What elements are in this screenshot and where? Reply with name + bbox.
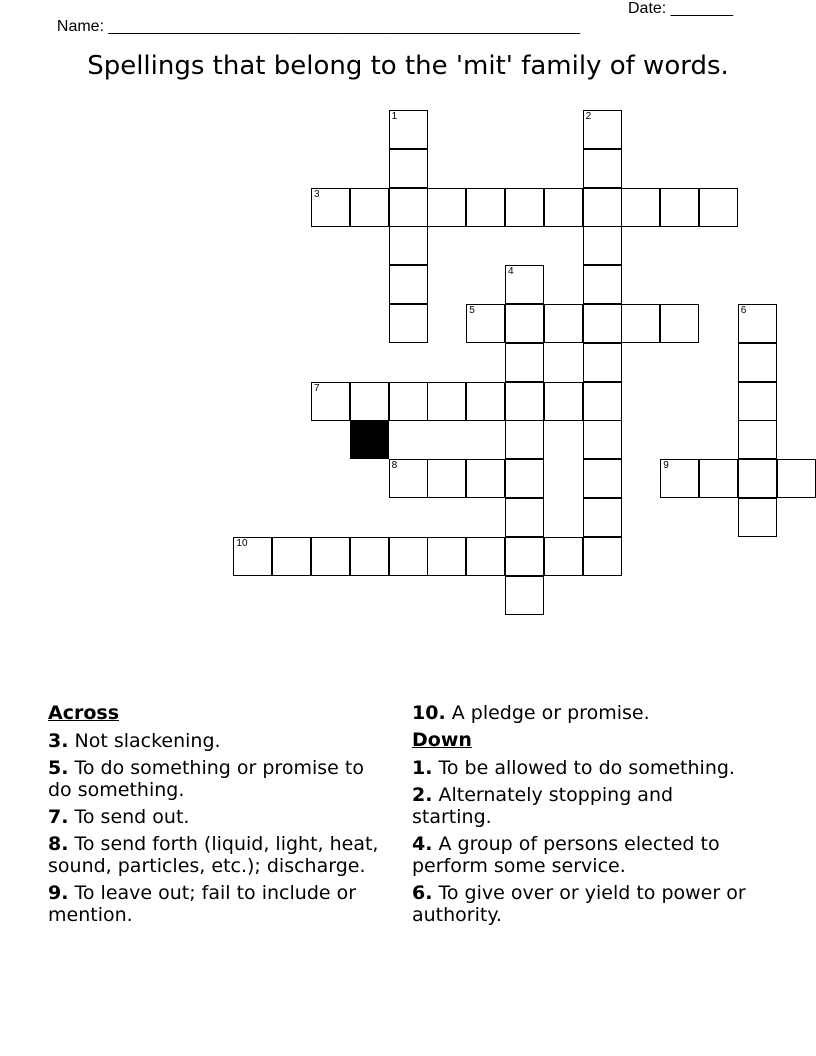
crossword-cell[interactable] — [583, 188, 622, 227]
crossword-cell[interactable] — [505, 188, 544, 227]
clue-text: To do something or promise to do something. — [48, 757, 364, 801]
crossword-cell[interactable] — [583, 149, 622, 188]
crossword-cell[interactable] — [738, 498, 777, 537]
crossword-cell[interactable] — [505, 304, 544, 343]
cell-number: 4 — [508, 266, 514, 278]
clue-text: To be allowed to do something. — [438, 757, 735, 779]
crossword-cell[interactable] — [583, 420, 622, 459]
clue-number: 7. — [48, 806, 69, 828]
crossword-cell[interactable] — [699, 188, 738, 227]
crossword-cell[interactable] — [389, 382, 428, 421]
crossword-cell[interactable] — [389, 304, 428, 343]
crossword-black-cell — [350, 420, 389, 459]
clue-across-10 — [412, 702, 752, 724]
crossword-cell[interactable] — [583, 265, 622, 304]
clue-across-3 — [48, 730, 388, 752]
clue-number: 5. — [48, 757, 69, 779]
crossword-cell[interactable] — [583, 459, 622, 498]
clue-number: 1. — [412, 757, 433, 779]
crossword-cell[interactable] — [699, 459, 738, 498]
clue-down-2 — [412, 784, 752, 828]
crossword-cell[interactable] — [311, 382, 350, 421]
crossword-cell[interactable] — [427, 537, 466, 576]
crossword-cell[interactable] — [583, 343, 622, 382]
clue-across-8 — [48, 833, 388, 877]
crossword-cell[interactable] — [660, 304, 699, 343]
clue-across-7 — [48, 806, 388, 828]
crossword-cell[interactable] — [583, 498, 622, 537]
crossword-cell[interactable] — [777, 459, 816, 498]
crossword-cell[interactable] — [505, 459, 544, 498]
crossword-cell[interactable] — [505, 343, 544, 382]
clue-across-9 — [48, 882, 388, 926]
clue-text: To send out. — [74, 806, 190, 828]
crossword-cell[interactable] — [621, 188, 660, 227]
clue-number: 4. — [412, 833, 433, 855]
crossword-cell[interactable] — [505, 420, 544, 459]
crossword-cell[interactable] — [466, 459, 505, 498]
crossword-cell[interactable] — [311, 188, 350, 227]
cell-number: 6 — [740, 305, 747, 316]
crossword-cell[interactable] — [350, 382, 389, 421]
crossword-cell[interactable] — [389, 188, 428, 227]
clues-column-left — [48, 702, 388, 931]
crossword-cell[interactable] — [660, 188, 699, 227]
crossword-cell[interactable] — [427, 382, 466, 421]
crossword-cell[interactable] — [389, 537, 428, 576]
clue-number: 8. — [48, 833, 69, 855]
crossword-cell[interactable] — [311, 537, 350, 576]
crossword-cell[interactable] — [583, 382, 622, 421]
crossword-cell[interactable] — [738, 382, 777, 421]
crossword-cell[interactable] — [466, 304, 505, 343]
crossword-cell[interactable] — [389, 226, 428, 265]
crossword-cell[interactable] — [544, 188, 583, 227]
crossword-cell[interactable] — [466, 382, 505, 421]
cell-number: 10 — [236, 537, 248, 549]
cell-number: 2 — [585, 111, 592, 122]
crossword-cell[interactable] — [466, 537, 505, 576]
crossword-cell[interactable] — [350, 188, 389, 227]
clue-text: To send forth (liquid, light, heat, sound, particles, etc.); discharge. — [48, 833, 379, 877]
crossword-cell[interactable] — [466, 188, 505, 227]
name-field-label: Name: _____________________________________________________ — [56, 18, 581, 35]
crossword-cell[interactable] — [505, 382, 544, 421]
clue-down-1 — [412, 757, 752, 779]
clue-number: 3. — [48, 730, 69, 752]
date-field-label: Date: _______ — [628, 0, 733, 17]
crossword-cell[interactable] — [621, 304, 660, 343]
clue-down-6 — [412, 882, 752, 926]
clues-column-right — [412, 702, 752, 931]
crossword-cell[interactable] — [505, 498, 544, 537]
clue-down-4 — [412, 833, 752, 877]
crossword-cell[interactable] — [272, 537, 311, 576]
crossword-cell[interactable] — [544, 304, 583, 343]
crossword-cell[interactable] — [583, 304, 622, 343]
cell-number: 3 — [314, 188, 320, 200]
clue-number: 9. — [48, 882, 69, 904]
crossword-cell[interactable] — [738, 343, 777, 382]
clue-number: 6. — [412, 882, 433, 904]
across-heading: Across — [48, 702, 120, 724]
crossword-cell[interactable] — [583, 226, 622, 265]
clue-number: 2. — [412, 784, 433, 806]
down-heading: Down — [412, 729, 472, 751]
crossword-cell[interactable] — [544, 382, 583, 421]
clue-text: A group of persons elected to perform some service. — [412, 833, 720, 877]
crossword-cell[interactable] — [505, 537, 544, 576]
crossword-cell[interactable] — [738, 304, 777, 343]
cell-number: 7 — [314, 382, 320, 394]
clue-text: Alternately stopping and starting. — [412, 784, 674, 828]
crossword-cell[interactable] — [505, 576, 544, 615]
cell-number: 1 — [391, 111, 398, 122]
page-title: Spellings that belong to the 'mit' family of words. — [87, 51, 729, 81]
crossword-cell[interactable] — [233, 537, 272, 576]
crossword-cell[interactable] — [427, 459, 466, 498]
crossword-cell[interactable] — [389, 459, 428, 498]
crossword-cell[interactable] — [738, 420, 777, 459]
crossword-cell[interactable] — [738, 459, 777, 498]
crossword-cell[interactable] — [505, 265, 544, 304]
clue-across-5 — [48, 757, 388, 801]
crossword-cell[interactable] — [583, 110, 622, 149]
crossword-cell[interactable] — [583, 537, 622, 576]
crossword-cell[interactable] — [544, 537, 583, 576]
crossword-cell[interactable] — [389, 149, 428, 188]
crossword-cell[interactable] — [389, 110, 428, 149]
cell-number: 9 — [663, 460, 669, 472]
crossword-cell[interactable] — [660, 459, 699, 498]
crossword-cell[interactable] — [350, 537, 389, 576]
clue-text: To give over or yield to power or authority. — [412, 882, 746, 926]
crossword-cell[interactable] — [427, 188, 466, 227]
clue-text: Not slackening. — [74, 730, 221, 752]
clue-text: To leave out; fail to include or mention. — [48, 882, 357, 926]
cell-number: 8 — [391, 460, 398, 472]
clue-text: A pledge or promise. — [451, 702, 650, 724]
clue-number: 10. — [412, 702, 446, 724]
cell-number: 5 — [469, 305, 475, 316]
crossword-cell[interactable] — [389, 265, 428, 304]
